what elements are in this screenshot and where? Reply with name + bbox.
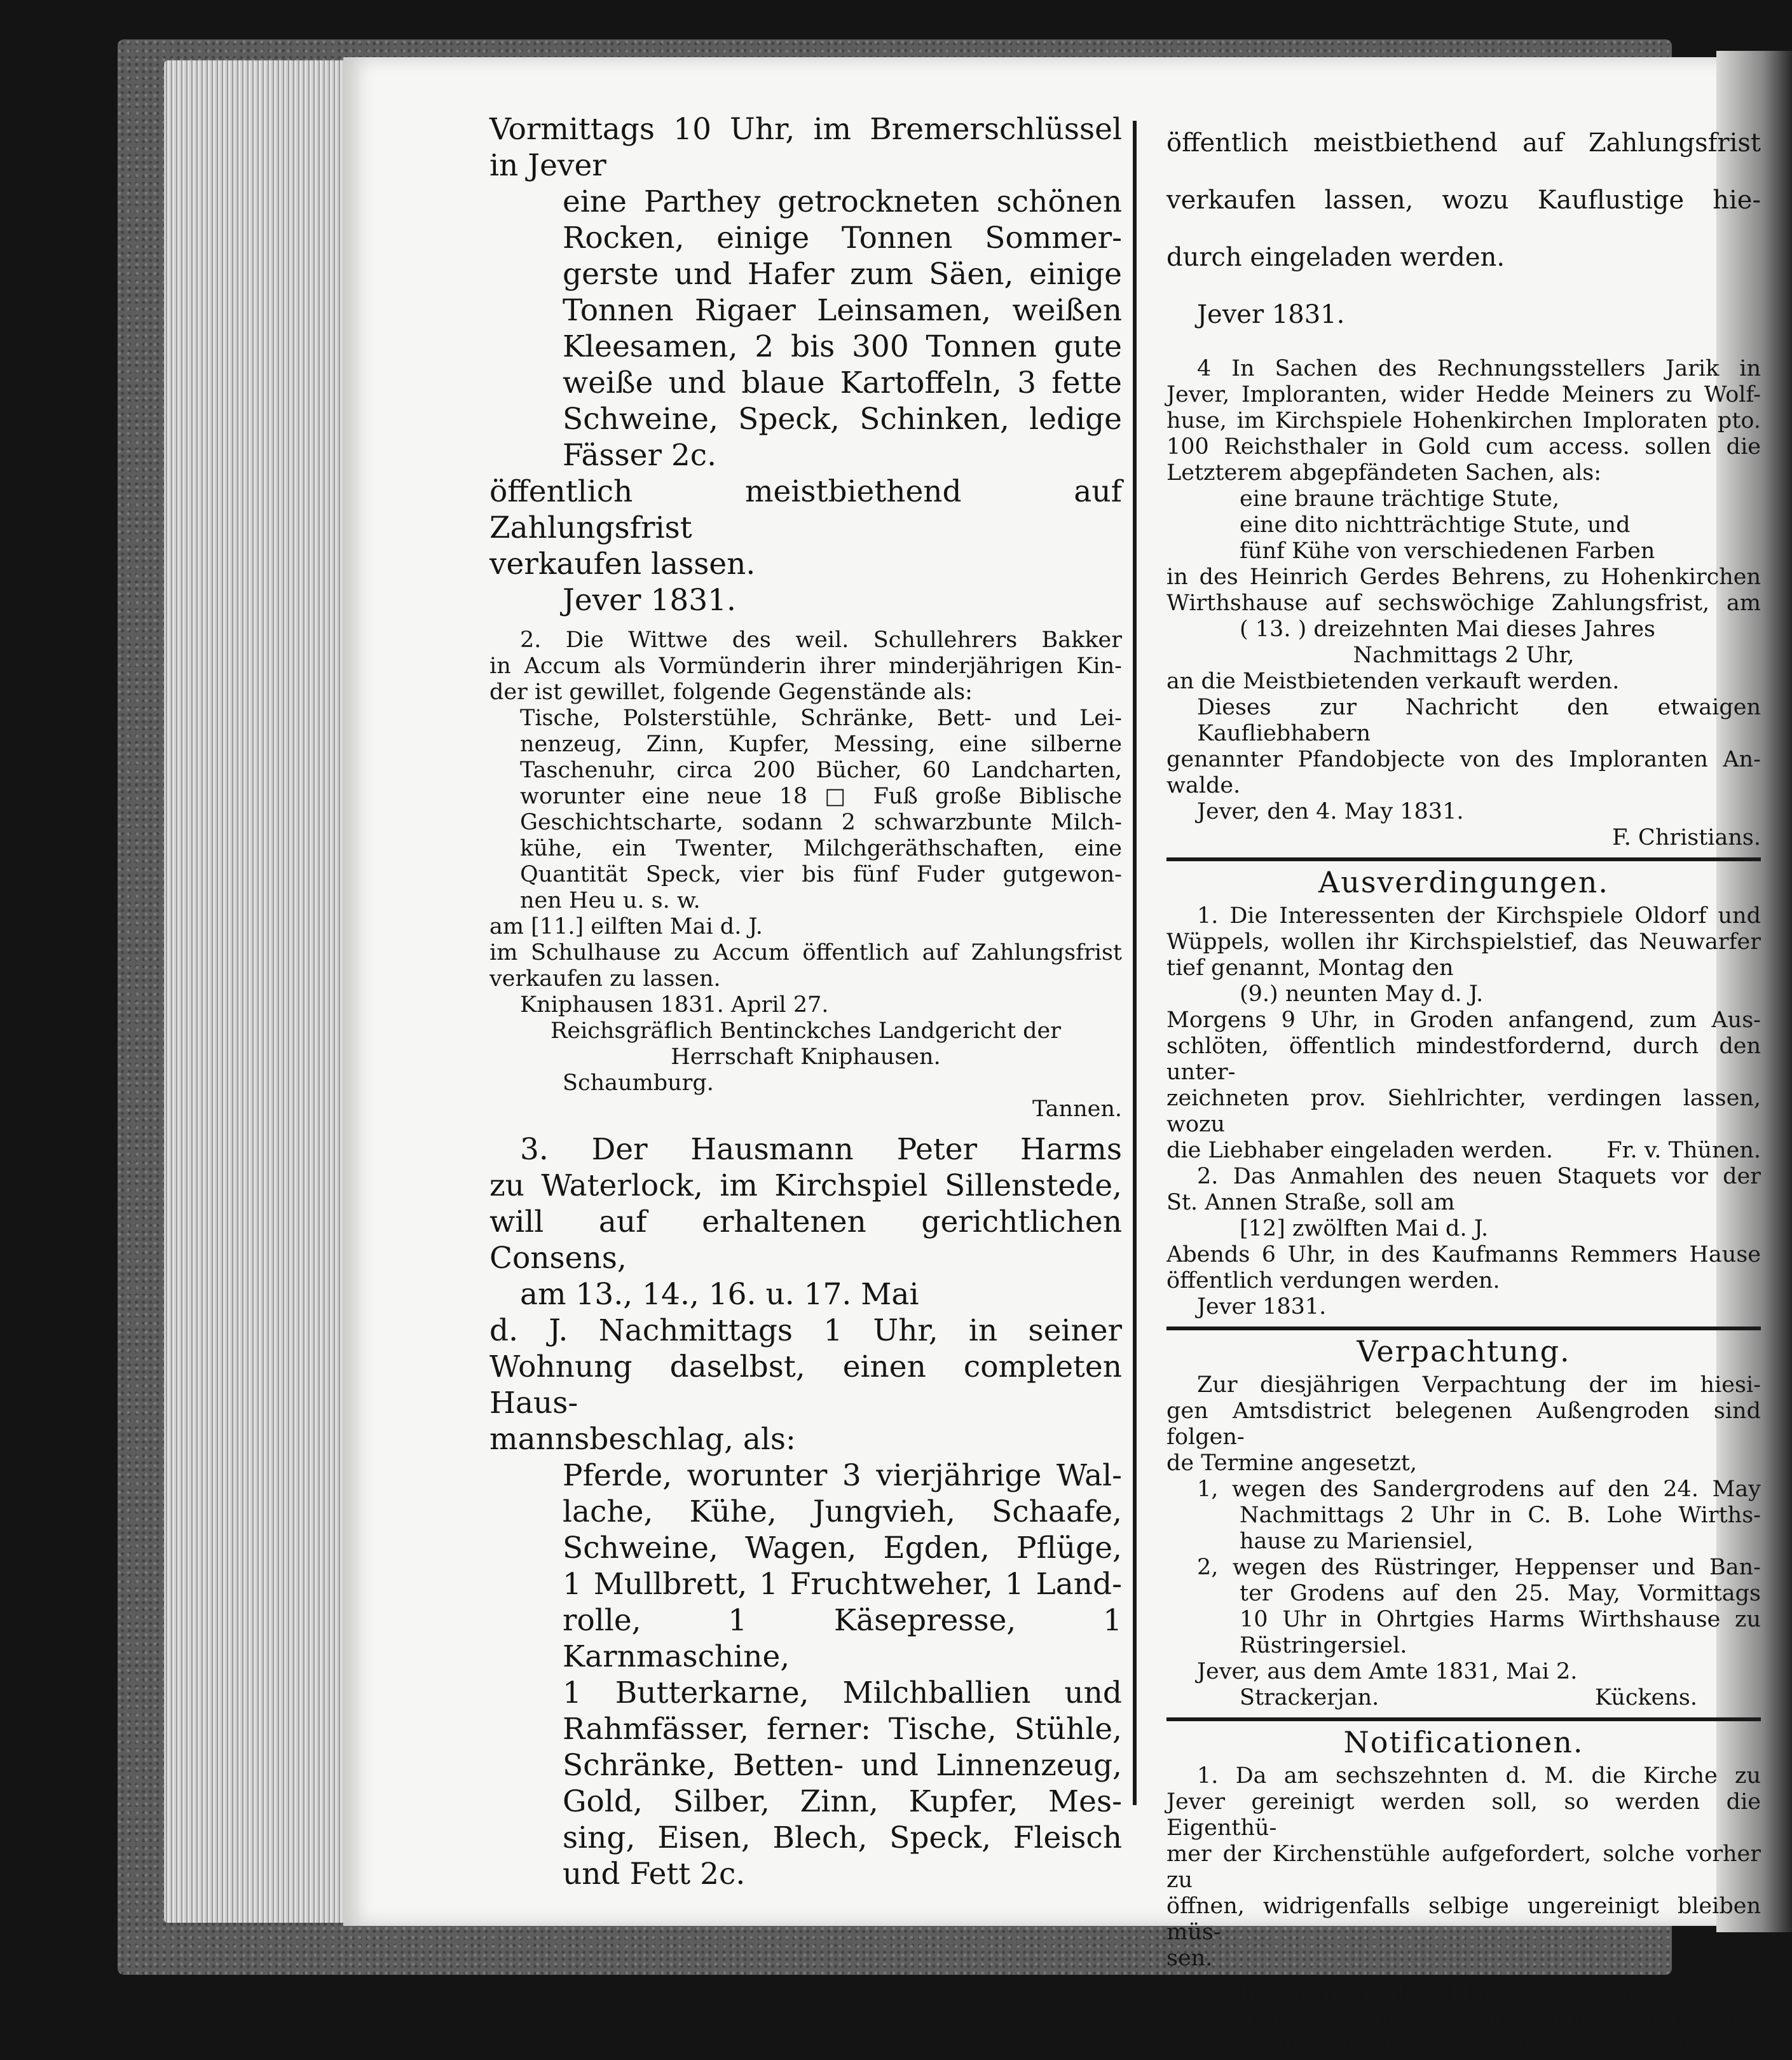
text-line: ter Grodens auf den 25. May, Vormittags: [1240, 1581, 1761, 1606]
signature: Tannen.: [1032, 1096, 1122, 1122]
text-line: öffentlich meistbiethend auf Zahlungsfrist: [1166, 128, 1761, 158]
text-line: Rocken, einige Tonnen Sommer-: [563, 221, 1122, 256]
notificationen-section: [1166, 1763, 1761, 2059]
text-line: Geschichtscharte, sodann 2 schwarzbunte Milch-: [520, 810, 1122, 835]
text-line: durch eingeladen werden.: [1166, 243, 1505, 272]
text-line: Tische, Polsterstühle, Schränke, Bett- und Lei-: [520, 706, 1122, 731]
date-line: Jever, aus dem Amte 1831, Mai 2.: [1197, 1659, 1578, 1684]
text-line: in Accum als Vormünderin ihrer minderjährigen Kin-: [489, 653, 1122, 679]
text-line: verkaufen lassen, wozu Kauflustige hie-: [1166, 186, 1761, 215]
sig-line: [1166, 1685, 1761, 1711]
text-line: in des Heinrich Gerdes Behrens, zu Hohenkirchen: [1166, 564, 1761, 590]
text-line: der ist gewillet, folgende Gegenstände als:: [489, 679, 973, 705]
right-column: [1166, 102, 1761, 2058]
notice-4: [1166, 356, 1761, 851]
date-line: Jever 1831.: [563, 583, 736, 618]
text-line: Jever, Imploranten, wider Hedde Meiners zu Wolf-: [1166, 382, 1761, 407]
section-heading: Notificationen.: [1343, 1725, 1584, 1759]
date-line: Kniphausen 1831. April 27.: [520, 992, 829, 1018]
text-line: gen Amtsdistrict belegenen Außengroden sind folgen-: [1166, 1398, 1761, 1450]
text-line: walde.: [1166, 773, 1241, 798]
text-line: d. J. Nachmittags 1 Uhr, in seiner: [489, 1313, 1122, 1348]
text-line: rolle, 1 Käsepresse, 1 Karnmaschine,: [563, 1603, 1122, 1674]
text-line: lache, Kühe, Jungvieh, Schaafe,: [563, 1494, 1122, 1529]
text-line: in Jever: [489, 148, 606, 183]
date-line: Jever, den 4. May 1831.: [1197, 799, 1464, 824]
text-line: Wüppels, wollen ihr Kirchspielstief, das Neuwarfer: [1166, 929, 1761, 955]
text-line: Fässer 2c.: [563, 438, 717, 473]
text-line: mannsbeschlag, als:: [489, 1422, 796, 1457]
text-line: 1. Die Interessenten der Kirchspiele Oldorf und: [1197, 903, 1761, 929]
sig-line: [1166, 1138, 1761, 1164]
date-line: Jever 1831.: [1197, 300, 1345, 329]
text-line: hause zu Mariensiel,: [1240, 1529, 1474, 1554]
text-line: Jever gereinigt werden soll, so werden die Eigenthü-: [1166, 1789, 1761, 1841]
text-line: Fr. Wittwe, sind noch folgende Weinsorten bey den: [1166, 2007, 1761, 2032]
text-line: und Fett 2c.: [563, 1857, 746, 1892]
signature: Fr. v. Thünen.: [1606, 1138, 1761, 1163]
page-edges: [164, 60, 348, 1923]
text-line: de Termine angesetzt,: [1166, 1450, 1417, 1476]
court-line: Herrschaft Kniphausen.: [671, 1044, 941, 1070]
text-line: 1 Butterkarne, Milchballien und: [563, 1675, 1122, 1710]
text-line: 4 In Sachen des Rechnungsstellers Jarik in: [1197, 356, 1761, 381]
text-line: Morgens 9 Uhr, in Groden anfangend, zum Aus-: [1166, 1007, 1761, 1033]
text-line: 2, wegen des Rüstringer, Heppenser und Ban-: [1197, 1555, 1761, 1580]
signature: F. Christians.: [1611, 825, 1761, 850]
text-line: im Schulhause zu Accum öffentlich auf Zahlungsfrist: [489, 940, 1122, 965]
text-line: Vormittags 10 Uhr, im Bremerschlüssel: [489, 112, 1122, 147]
text-line: an die Meistbietenden verkauft werden.: [1166, 669, 1620, 694]
section-rule: [1166, 1327, 1761, 1330]
signature: Strackerjan.: [1240, 1685, 1379, 1710]
text-line: eine dito nichtträchtige Stute, und: [1240, 512, 1631, 538]
section-heading: Ausverdingungen.: [1318, 865, 1610, 899]
text-line: nen Heu u. s. w.: [520, 888, 701, 913]
notice-1-continued: [489, 111, 1122, 618]
text-line: schlöten, öffentlich mindestfordernd, durch den unter-: [1166, 1033, 1761, 1085]
text-line: Taschenuhr, circa 200 Bücher, 60 Landcharten,: [520, 758, 1122, 783]
text-line: sing, Eisen, Blech, Speck, Fleisch: [563, 1820, 1122, 1855]
text-line: Gold, Silber, Zinn, Kupfer, Mes-: [563, 1784, 1122, 1819]
text-line: Tonnen Rigaer Leinsamen, weißen: [563, 293, 1122, 328]
text-line: weiße und blaue Kartoffeln, 3 fette: [563, 365, 1122, 400]
text-line: 2. Die Wittwe des weil. Schullehrers Bakker: [520, 627, 1122, 653]
date-line: Jever 1831.: [1197, 1294, 1327, 1320]
text-line: Zur diesjährigen Verpachtung der im hiesi-: [1197, 1372, 1761, 1398]
text-line: 100 Reichsthaler in Gold cum access. sollen die: [1166, 434, 1761, 460]
signature: Schaumburg.: [563, 1070, 714, 1096]
text-line: Wohnung daselbst, einen completen Haus-: [489, 1349, 1122, 1421]
date-line: Nachmittags 2 Uhr,: [1353, 643, 1575, 668]
text-line: sen.: [1166, 1946, 1213, 1971]
notice-2: [489, 627, 1122, 1122]
section-rule: [1166, 1717, 1761, 1721]
text-line: verkaufen lassen.: [489, 547, 756, 582]
text-line: gerste und Hafer zum Säen, einige: [563, 257, 1122, 292]
text-line: 3. Der Hausmann Peter Harms: [520, 1132, 1122, 1167]
text-line: die Liebhaber eingeladen werden.: [1166, 1138, 1553, 1163]
text-line: zeichneten prov. Siehlrichter, verdingen lassen, wozu: [1166, 1086, 1761, 1137]
text-line: nenzeug, Zinn, Kupfer, Messing, eine silberne: [520, 732, 1122, 757]
date-line: am [11.] eilften Mai d. J.: [489, 914, 763, 939]
ausverdingungen-section: [1166, 903, 1761, 1320]
text-line: Schränke, Betten- und Linnenzeug,: [563, 1748, 1122, 1783]
text-line: Dieses zur Nachricht den etwaigen Kaufliebhabern: [1197, 695, 1761, 746]
text-line: Nachmittags 2 Uhr in C. B. Lohe Wirths-: [1240, 1503, 1761, 1528]
text-line: fünf Kühe von verschiedenen Farben: [1240, 538, 1655, 564]
left-column: [489, 111, 1122, 1892]
text-line: Letzterem abgepfändeten Sachen, als:: [1166, 460, 1602, 486]
court-line: Reichsgräflich Bentinckches Landgericht der: [551, 1018, 1061, 1044]
date-line: ( 13. ) dreizehnten Mai dieses Jahres: [1240, 617, 1656, 642]
text-line: eine braune trächtige Stute,: [1240, 486, 1560, 512]
text-line: Schweine, Wagen, Egden, Pflüge,: [563, 1531, 1122, 1565]
notice-3: [489, 1131, 1122, 1892]
date-line: [12] zwölften Mai d. J.: [1240, 1216, 1489, 1241]
text-line: Rahmfässer, ferner: Tische, Stühle,: [563, 1712, 1122, 1747]
text-line: Wirthshause auf sechswöchige Zahlungsfrist, am: [1166, 590, 1761, 616]
text-line: öffnen, widrigenfalls selbige ungereinigt bleiben müs-: [1166, 1893, 1761, 1945]
text-line: tief genannt, Montag den: [1166, 955, 1454, 981]
text-line: huse, im Kirchspiele Hohenkirchen Imploraten pto.: [1166, 408, 1761, 433]
text-line: 2. In Auftrag des Herrn J. J. Brauers sel.: [1197, 1981, 1761, 2006]
text-line: Schweine, Speck, Schinken, ledige: [563, 402, 1122, 437]
text-line: St. Annen Straße, soll am: [1166, 1190, 1455, 1215]
column-divider: [1133, 121, 1137, 1805]
text-line: 2. Das Anmahlen des neuen Staquets vor der: [1197, 1164, 1761, 1189]
text-line: worunter eine neue 18 □ Fuß große Biblische: [520, 784, 1122, 809]
text-line: verkaufen zu lassen.: [489, 966, 721, 992]
text-line: 1. Da am sechszehnten d. M. die Kirche zu: [1197, 1763, 1761, 1789]
section-rule: [1166, 857, 1761, 861]
text-line: Abends 6 Uhr, in des Kaufmanns Remmers Hause: [1166, 1242, 1761, 1267]
text-line: zu Waterlock, im Kirchspiel Sillenstede,: [489, 1168, 1122, 1203]
text-line: Rüstringersiel.: [1240, 1633, 1407, 1658]
text-line: Pferde, worunter 3 vierjährige Wal-: [563, 1458, 1122, 1493]
text-line: 10 Uhr in Ohrtgies Harms Wirthshause zu: [1240, 1607, 1761, 1632]
signature: Kückens.: [1594, 1685, 1697, 1710]
text-line: öffentlich verdungen werden.: [1166, 1268, 1500, 1293]
text-line: 1, wegen des Sandergrodens auf den 24. May: [1197, 1477, 1761, 1502]
text-line: 1 Mullbrett, 1 Fruchtweher, 1 Land-: [563, 1567, 1122, 1602]
date-line: (9.) neunten May d. J.: [1240, 981, 1484, 1007]
text-line: Kleesamen, 2 bis 300 Tonnen gute: [563, 329, 1122, 364]
text-line: Quantität Speck, vier bis fünf Fuder gutgewon-: [520, 862, 1122, 887]
text-line: genannter Pfandobjecte von des Imploranten An-: [1166, 747, 1761, 772]
notice-3-continued: [1166, 127, 1761, 331]
text-line: will auf erhaltenen gerichtlichen Consens,: [489, 1204, 1122, 1276]
section-heading: Verpachtung.: [1357, 1334, 1571, 1368]
verpachtung-section: [1166, 1372, 1761, 1711]
text-line: kühe, ein Twenter, Milchgeräthschaften, eine: [520, 836, 1122, 861]
text-line: eine Parthey getrockneten schönen: [563, 184, 1122, 219]
text-line: mer der Kirchenstühle aufgefordert, solche vorher zu: [1166, 1841, 1761, 1893]
text-line: Unterzeichneten, für baare Zahlung, zu haben, als:: [1166, 2033, 1744, 2058]
date-line: am 13., 14., 16. u. 17. Mai: [520, 1277, 919, 1312]
text-line: öffentlich meistbiethend auf Zahlungsfrist: [489, 474, 1122, 545]
